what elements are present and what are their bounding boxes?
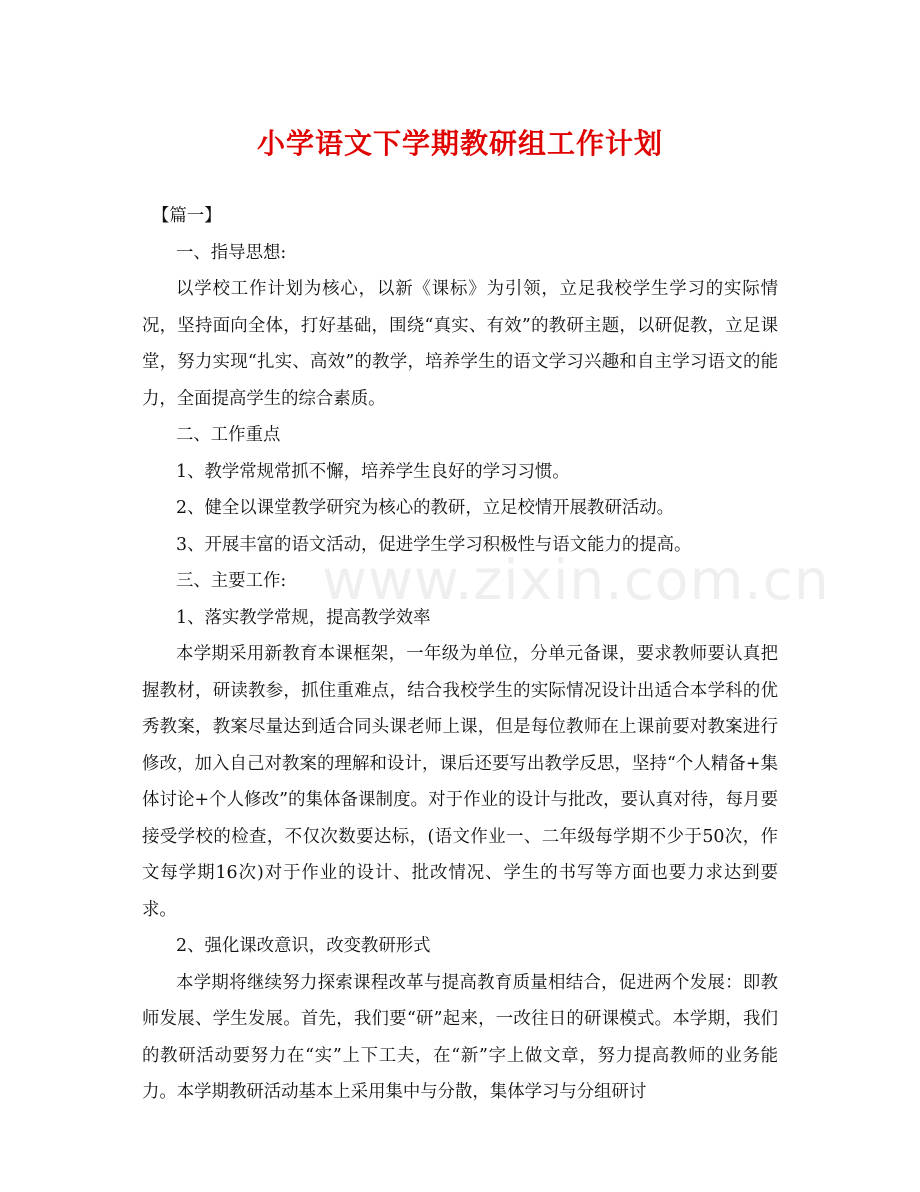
list-item-focus-2: 2、健全以课堂教学研究为核心的教研，立足校情开展教研活动。 [176,498,675,518]
paragraph-curriculum-reform: 本学期将继续努力探索课程改革与提高教育质量相结合，促进两个发展：即教师发展、学生发展。首先，我们要“研”起来，一改往日的研课模式。本学期，我们的教研活动要努力在“实”上下工夫，在“新”字上做文章，努力提高教师的业务能力。本学期教研活动基本上采用集中与分散，集体学习与分组研讨 [142,972,778,1102]
paragraph-teaching-routine: 本学期采用新教育本课框架，一年级为单位，分单元备课，要求教师要认真把握教材，研读教参，抓住重难点，结合我校学生的实际情况设计出适合本学科的优秀教案，教案尽量达到适合同头课老师上课，但是每位教师在上课前要对教案进行修改，加入自己对教案的理解和设计，课后还要写出教学反思，坚持“个人精备+集体讨论+个人修改”的集体备课制度。对于作业的设计与批改，要认真对待，每月要接受学校的检查，不仅次数要达标，(语文作业一、二年级每学期不少于50次，作文每学期16次)对于作业的设计、批改情况、学生的书写等方面也要力求达到要求。 [142,644,778,920]
subheading-curriculum-reform: 2、强化课改意识，改变教研形式 [176,936,431,956]
page-title: 小学语文下学期教研组工作计划 [256,127,663,160]
heading-work-focus: 二、工作重点 [176,425,281,445]
heading-guiding-ideology: 一、指导思想: [176,242,287,263]
heading-main-work: 三、主要工作: [176,571,287,591]
list-item-focus-3: 3、开展丰富的语文活动，促进学生学习积极性与语文能力的提高。 [176,534,692,555]
document-body [142,198,778,1111]
subheading-teaching-routine: 1、落实教学常规，提高教学效率 [176,607,431,628]
section-label-part-one: 【篇一】 [152,206,222,226]
paragraph-guiding-ideology: 以学校工作计划为核心，以新《课标》为引领，立足我校学生学习的实际情况，坚持面向全体，打好基础，围绕“真实、有效”的教研主题，以研促教，立足课堂，努力实现“扎实、高效”的教学，培养学生的语文学习兴趣和自主学习语文的能力，全面提高学生的综合素质。 [142,279,778,409]
list-item-focus-1: 1、教学常规常抓不懈，培养学生良好的学习习惯。 [176,461,570,482]
watermark-text: www.zixin.com.cn [322,548,830,612]
